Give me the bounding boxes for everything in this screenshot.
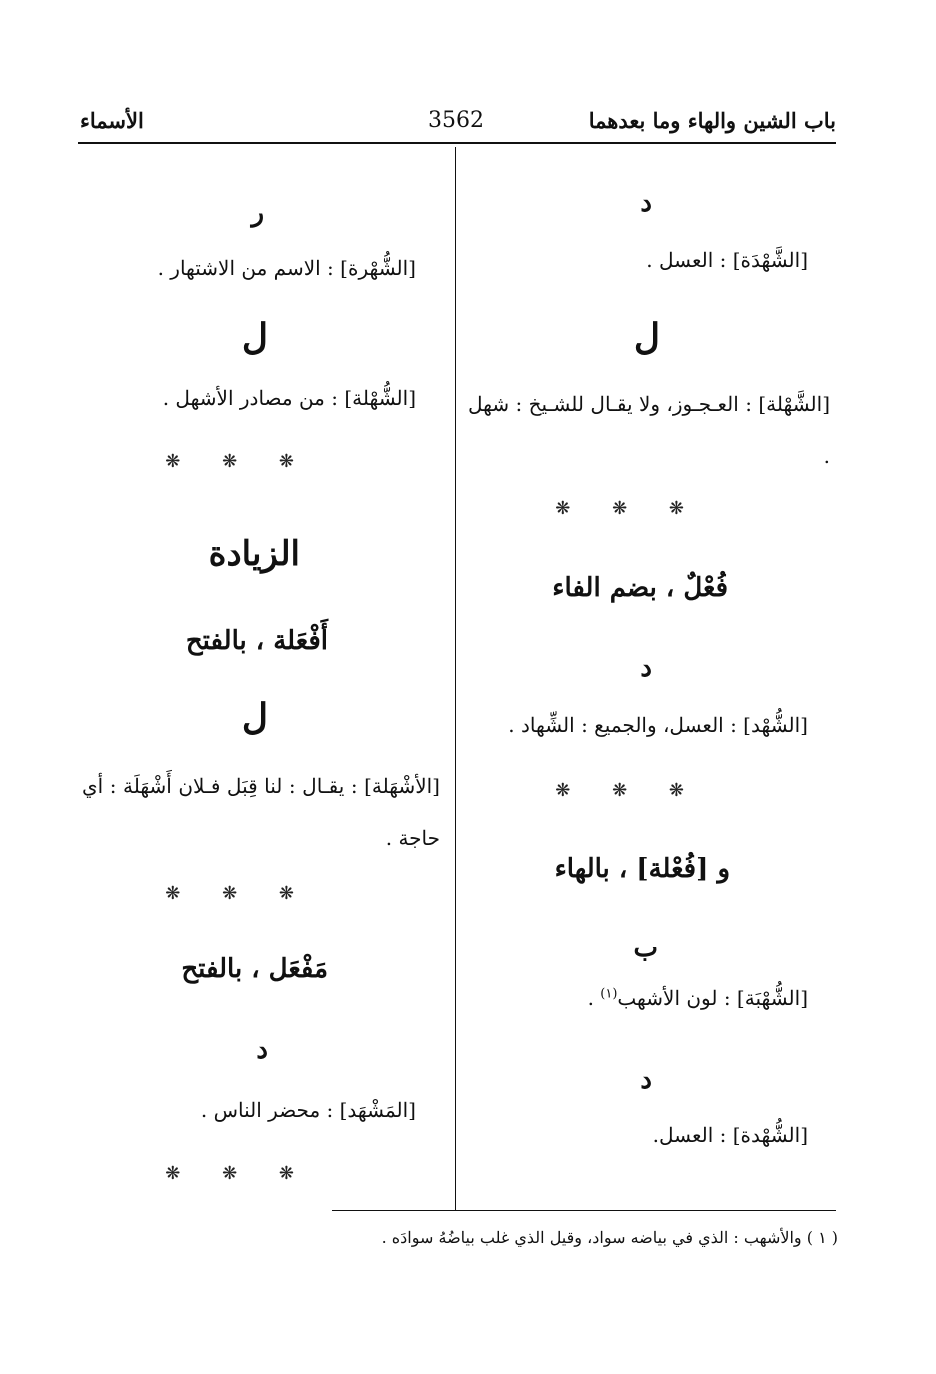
separator-stars: ❋ ❋ ❋ — [555, 780, 702, 801]
entry: [الشَّهْدَة] : العسل . — [646, 248, 808, 272]
entry — [588, 986, 808, 1010]
letter-heading: ل — [241, 316, 268, 358]
letter-heading: د — [640, 188, 652, 218]
separator-stars: ❋ ❋ ❋ — [165, 1163, 312, 1184]
section-heading: و [فُعْلة] ، بالهاء — [554, 854, 730, 884]
entry: [الشُّهْدة] : العسل. — [652, 1123, 808, 1147]
letter-heading: د — [640, 1065, 652, 1095]
entry: [الأشْهَلة] : يقـال : لنا قِبَل فـلان أَشْهَلَة : أي حاجة . — [82, 774, 440, 850]
footnote-rule — [332, 1210, 836, 1211]
section-heading: الزيادة — [208, 534, 300, 574]
letter-heading: ر — [251, 198, 264, 228]
section-heading: أَفْعَلة ، بالفتح — [185, 626, 328, 656]
page-number: 3562 — [428, 108, 484, 133]
entry: [الشُّهْرة] : الاسم من الاشتهار . — [157, 256, 416, 280]
footnote-marker: (١) — [600, 986, 618, 1002]
chapter-title: باب الشين والهاء وما بعدهما — [588, 108, 836, 133]
letter-heading: ب — [633, 933, 658, 963]
section-title: الأسماء — [80, 108, 144, 133]
header-rule — [78, 142, 836, 144]
separator-stars: ❋ ❋ ❋ — [555, 498, 702, 519]
letter-heading: د — [256, 1035, 268, 1065]
entry: [الشُّهْلة] : من مصادر الأشهل . — [162, 386, 416, 410]
separator-stars: ❋ ❋ ❋ — [165, 451, 312, 472]
footnote: ( ١ ) والأشهب : الذي في بياضه سواد، وقيل الذي غلب بياضُهُ سوادَه . — [381, 1228, 838, 1247]
section-heading: فُعْلٌ ، بضم الفاء — [552, 573, 728, 603]
letter-heading: ل — [633, 316, 660, 358]
letter-heading: ل — [241, 696, 268, 738]
entry-end: . — [587, 986, 594, 1010]
section-heading: مَفْعَل ، بالفتح — [181, 954, 328, 984]
entry: [المَشْهَد] : محضر الناس . — [200, 1098, 416, 1122]
separator-stars: ❋ ❋ ❋ — [165, 883, 312, 904]
entry: [الشَّهْلة] : العـجـوز، ولا يقـال للشـيخ : شهل . — [468, 392, 830, 468]
letter-heading: د — [640, 653, 652, 683]
column-divider — [455, 147, 456, 1210]
entry: [الشُّهْد] : العسل، والجميع : الشِّهاد . — [508, 713, 808, 737]
entry-text: [الشُّهْبَة] : لون الأشهب — [617, 986, 808, 1010]
